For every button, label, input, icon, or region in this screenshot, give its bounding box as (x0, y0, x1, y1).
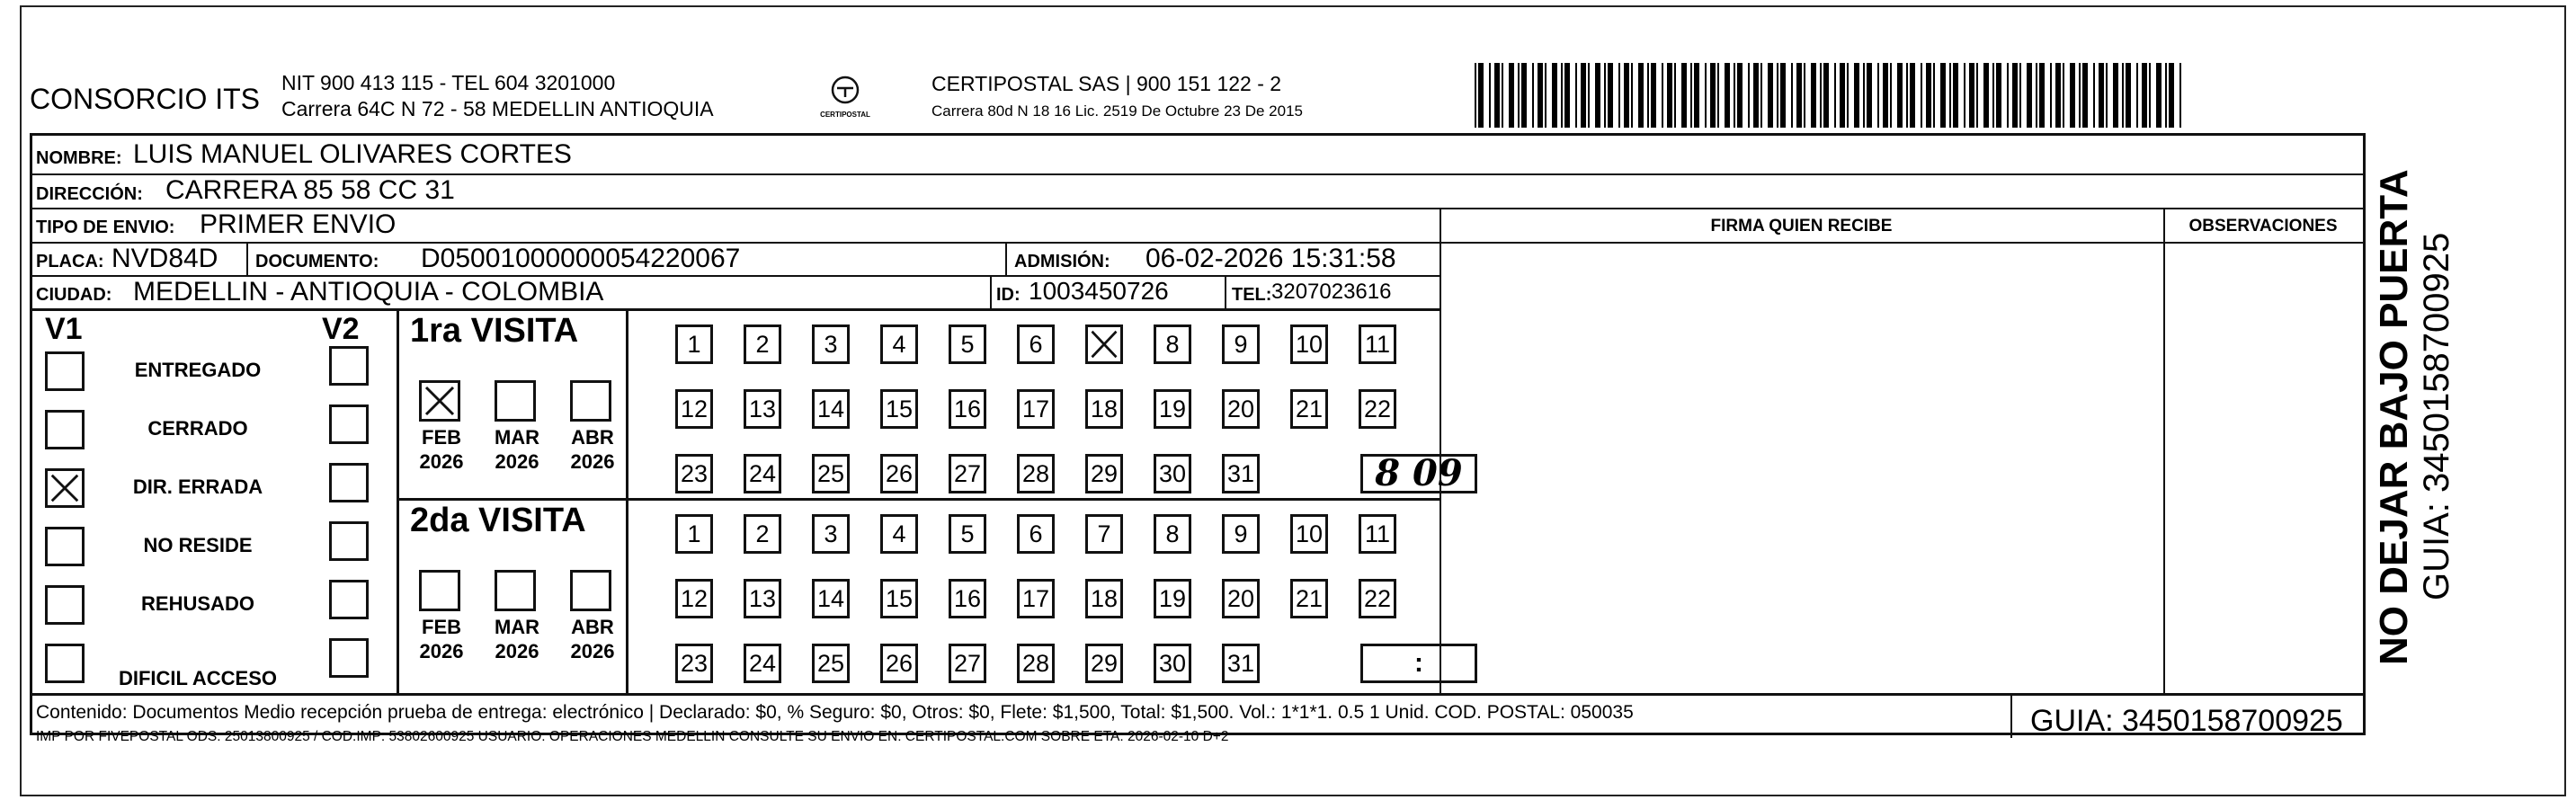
day-number: 28 (1021, 650, 1050, 677)
day-box[interactable] (675, 579, 713, 618)
v2-checkbox[interactable] (329, 463, 369, 502)
visit-title: 2da VISITA (410, 502, 586, 539)
day-box[interactable] (1359, 514, 1396, 554)
day-number: 18 (1090, 396, 1119, 422)
day-box[interactable] (1085, 514, 1123, 554)
day-box[interactable] (949, 644, 986, 683)
visit-title: 1ra VISITA (410, 312, 579, 350)
v1-label: V1 (45, 312, 83, 346)
day-number: 24 (748, 650, 777, 677)
id-value: 1003450726 (1029, 277, 1169, 305)
day-box[interactable] (1085, 454, 1123, 493)
day-number: 24 (748, 460, 777, 487)
day-box[interactable] (1017, 644, 1055, 683)
ciudad-value: MEDELLIN - ANTIOQUIA - COLOMBIA (133, 277, 604, 307)
day-box[interactable] (949, 389, 986, 429)
day-number: 27 (953, 460, 982, 487)
barcode (1475, 63, 2185, 128)
day-box[interactable] (1359, 579, 1396, 618)
day-box[interactable] (1290, 514, 1328, 554)
month-label (561, 615, 624, 663)
v2-checkbox[interactable] (329, 580, 369, 619)
month-checkbox[interactable] (570, 380, 611, 422)
day-box[interactable] (1222, 644, 1260, 683)
svg-text:CERTIPOSTAL: CERTIPOSTAL (820, 111, 870, 119)
day-number: 15 (885, 396, 914, 422)
day-number: 8 (1165, 331, 1180, 358)
day-number: 15 (885, 585, 914, 612)
day-number: 23 (680, 460, 709, 487)
time-box[interactable] (1360, 644, 1477, 683)
address-line: Carrera 64C N 72 - 58 MEDELLIN ANTIOQUIA (281, 97, 714, 120)
month-label (410, 615, 473, 663)
month-checkbox[interactable] (419, 570, 460, 611)
day-box[interactable] (812, 324, 850, 364)
v1-checkbox[interactable] (45, 468, 85, 508)
day-box[interactable] (1017, 324, 1055, 364)
day-number: 26 (885, 460, 914, 487)
day-number: 17 (1021, 585, 1050, 612)
day-box[interactable] (880, 579, 918, 618)
reason-label: DIR. ERRADA (132, 476, 263, 498)
day-number: 11 (1364, 520, 1391, 547)
side-guia: GUIA: 3450158700925 (2417, 232, 2456, 600)
day-number: 16 (953, 396, 982, 422)
v1-checkbox[interactable] (45, 410, 85, 449)
day-box[interactable] (1154, 389, 1191, 429)
footer-guia: GUIA: 3450158700925 (2030, 704, 2343, 738)
day-box[interactable] (1017, 514, 1055, 554)
documento-label: DOCUMENTO: (255, 252, 379, 271)
admision-value: 06-02-2026 15:31:58 (1145, 244, 1396, 273)
day-number: 12 (680, 585, 709, 612)
day-number: 30 (1158, 650, 1187, 677)
day-number: 12 (680, 396, 709, 422)
day-box[interactable] (949, 454, 986, 493)
v2-label: V2 (322, 312, 360, 346)
day-box[interactable] (880, 389, 918, 429)
day-number: 30 (1158, 460, 1187, 487)
day-number: 16 (953, 585, 982, 612)
day-box[interactable] (744, 579, 781, 618)
day-box[interactable] (1290, 389, 1328, 429)
day-number: 19 (1158, 585, 1187, 612)
placa-value: NVD84D (111, 244, 218, 273)
day-number: 1 (687, 520, 701, 547)
reason-label: CERRADO (147, 417, 248, 440)
day-box[interactable] (1359, 324, 1396, 364)
certipostal-logo (814, 70, 877, 124)
id-label: ID: (996, 285, 1021, 305)
reason-label: NO RESIDE (143, 534, 253, 556)
tipo-envio-label: TIPO DE ENVIO: (36, 218, 175, 237)
day-number: 10 (1295, 331, 1324, 358)
contenido-line: Contenido: Documentos Medio recepción prueba de entrega: electrónico | Declarado: $0, % Seguro: $0, Otros: $0, Flete: $1,500, Total: $1,500. Vol.: 1*1*1. 0.5 1 Unid. COD. POSTAL: 050035 (36, 702, 1634, 723)
month-name: MAR (494, 426, 540, 449)
day-box[interactable] (1222, 389, 1260, 429)
month-checkbox[interactable] (419, 380, 460, 422)
day-box[interactable] (675, 644, 713, 683)
month-label (561, 425, 624, 474)
day-number: 6 (1029, 520, 1043, 547)
day-box[interactable] (812, 514, 850, 554)
day-number: 5 (960, 331, 975, 358)
day-number: 31 (1226, 650, 1255, 677)
day-box[interactable] (1017, 454, 1055, 493)
day-number: 18 (1090, 585, 1119, 612)
day-number: 26 (885, 650, 914, 677)
tel-label: TEL: (1232, 285, 1272, 305)
day-number: 21 (1295, 396, 1324, 422)
day-box[interactable] (1359, 389, 1396, 429)
day-box[interactable] (1222, 514, 1260, 554)
day-number: 9 (1234, 331, 1248, 358)
v2-checkbox[interactable] (329, 346, 369, 386)
day-box[interactable] (1154, 324, 1191, 364)
time-value: : (1414, 648, 1423, 678)
firma-header: FIRMA QUIEN RECIBE (1710, 217, 1893, 236)
day-box[interactable] (744, 324, 781, 364)
day-box[interactable] (812, 389, 850, 429)
day-number: 20 (1226, 585, 1255, 612)
day-number: 6 (1029, 331, 1043, 358)
day-box[interactable] (744, 644, 781, 683)
month-year: 2026 (570, 450, 615, 473)
time-box[interactable] (1360, 454, 1477, 493)
certipostal-line: CERTIPOSTAL SAS | 900 151 122 - 2 (931, 72, 1282, 95)
day-number: 22 (1363, 585, 1392, 612)
month-name: ABR (571, 616, 614, 638)
day-box[interactable] (1085, 324, 1123, 364)
reason-label: ENTREGADO (134, 359, 262, 381)
day-box[interactable] (1222, 454, 1260, 493)
day-box[interactable] (675, 514, 713, 554)
nombre-label: NOMBRE: (36, 148, 122, 168)
month-label (486, 615, 548, 663)
v2-checkbox[interactable] (329, 521, 369, 561)
v1-checkbox[interactable] (45, 351, 85, 391)
day-number: 13 (748, 396, 777, 422)
day-box[interactable] (880, 454, 918, 493)
day-box[interactable] (1290, 579, 1328, 618)
direccion-label: DIRECCIÓN: (36, 184, 143, 204)
month-year: 2026 (419, 640, 464, 662)
month-name: FEB (422, 616, 461, 638)
imp-line: IMP POR FIVEPOSTAL ODS: 25013800925 / COD.IMP: 53802600925 USUARIO: OPERACIONES MEDELLIN CONSULTE SU ENVIO EN: CERTIPOSTAL.COM SOBRE ETA: 2026-02-10 D+2 (36, 729, 1229, 744)
nombre-value: LUIS MANUEL OLIVARES CORTES (133, 139, 572, 169)
day-number: 9 (1234, 520, 1248, 547)
placa-label: PLACA: (36, 252, 104, 271)
admision-label: ADMISIÓN: (1014, 252, 1110, 271)
day-number: 2 (755, 331, 770, 358)
day-box[interactable] (675, 454, 713, 493)
day-box[interactable] (812, 644, 850, 683)
day-number: 20 (1226, 396, 1255, 422)
month-checkbox[interactable] (495, 570, 536, 611)
day-box[interactable] (1085, 389, 1123, 429)
day-box[interactable] (1017, 389, 1055, 429)
day-number: 28 (1021, 460, 1050, 487)
ciudad-label: CIUDAD: (36, 285, 112, 305)
day-number: 3 (824, 331, 838, 358)
day-box[interactable] (949, 579, 986, 618)
day-box[interactable] (1222, 324, 1260, 364)
day-number: 25 (816, 460, 845, 487)
day-box[interactable] (812, 454, 850, 493)
day-number: 29 (1090, 460, 1119, 487)
month-name: MAR (494, 616, 540, 638)
day-number: 25 (816, 650, 845, 677)
day-number: 4 (892, 331, 906, 358)
direccion-value: CARRERA 85 58 CC 31 (165, 175, 455, 205)
day-number: 4 (892, 520, 906, 547)
month-checkbox[interactable] (570, 570, 611, 611)
day-number: 10 (1295, 520, 1324, 547)
v1-checkbox[interactable] (45, 585, 85, 625)
day-number: 5 (960, 520, 975, 547)
day-box[interactable] (1085, 644, 1123, 683)
day-number: 19 (1158, 396, 1187, 422)
day-box[interactable] (1085, 579, 1123, 618)
day-box[interactable] (949, 324, 986, 364)
day-box[interactable] (880, 324, 918, 364)
reason-label: REHUSADO (141, 592, 254, 615)
month-year: 2026 (570, 640, 615, 662)
day-box[interactable] (1290, 324, 1328, 364)
day-number: 22 (1363, 396, 1392, 422)
day-number: 14 (816, 585, 845, 612)
month-name: ABR (571, 426, 614, 449)
day-number: 23 (680, 650, 709, 677)
day-box[interactable] (744, 389, 781, 429)
shipping-form (30, 133, 2366, 744)
documento-value: D05001000000054220067 (421, 244, 741, 273)
day-number: 8 (1165, 520, 1180, 547)
day-number: 27 (953, 650, 982, 677)
day-box[interactable] (1222, 579, 1260, 618)
v2-checkbox[interactable] (329, 404, 369, 444)
tel-value: 3207023616 (1271, 280, 1392, 304)
day-box[interactable] (675, 324, 713, 364)
month-label (486, 425, 548, 474)
certipostal-address: Carrera 80d N 18 16 Lic. 2519 De Octubre 23 De 2015 (931, 102, 1303, 120)
day-box[interactable] (1017, 579, 1055, 618)
month-label (410, 425, 473, 474)
v2-checkbox[interactable] (329, 638, 369, 678)
day-number: 21 (1295, 585, 1324, 612)
time-value: 8 09 (1375, 452, 1463, 494)
v1-checkbox[interactable] (45, 644, 85, 683)
day-box[interactable] (1154, 644, 1191, 683)
day-number: 2 (755, 520, 770, 547)
day-number: 17 (1021, 396, 1050, 422)
day-number: 31 (1226, 460, 1255, 487)
nit-line: NIT 900 413 115 - TEL 604 3201000 (281, 71, 616, 94)
month-year: 2026 (419, 450, 464, 473)
day-number: 3 (824, 520, 838, 547)
day-box[interactable] (880, 644, 918, 683)
day-box[interactable] (744, 454, 781, 493)
company-info (281, 70, 714, 122)
day-box[interactable] (675, 389, 713, 429)
reason-label: DIFICIL ACCESO (118, 667, 277, 689)
day-box[interactable] (1154, 579, 1191, 618)
day-number: 7 (1097, 520, 1111, 547)
day-box[interactable] (744, 514, 781, 554)
day-box[interactable] (1154, 454, 1191, 493)
day-box[interactable] (812, 579, 850, 618)
month-name: FEB (422, 426, 461, 449)
month-checkbox[interactable] (495, 380, 536, 422)
v1-checkbox[interactable] (45, 527, 85, 566)
tipo-envio-value: PRIMER ENVIO (200, 209, 397, 239)
month-year: 2026 (495, 450, 539, 473)
day-number: 14 (816, 396, 845, 422)
day-box[interactable] (1154, 514, 1191, 554)
day-number: 13 (748, 585, 777, 612)
observaciones-header: OBSERVACIONES (2188, 217, 2338, 236)
company-name: CONSORCIO ITS (30, 83, 261, 115)
day-box[interactable] (949, 514, 986, 554)
day-number: 11 (1364, 331, 1391, 358)
no-dejar-notice: NO DEJAR BAJO PUERTA (2372, 169, 2416, 665)
day-number: 1 (687, 331, 701, 358)
month-year: 2026 (495, 640, 539, 662)
day-number: 29 (1090, 650, 1119, 677)
day-box[interactable] (880, 514, 918, 554)
